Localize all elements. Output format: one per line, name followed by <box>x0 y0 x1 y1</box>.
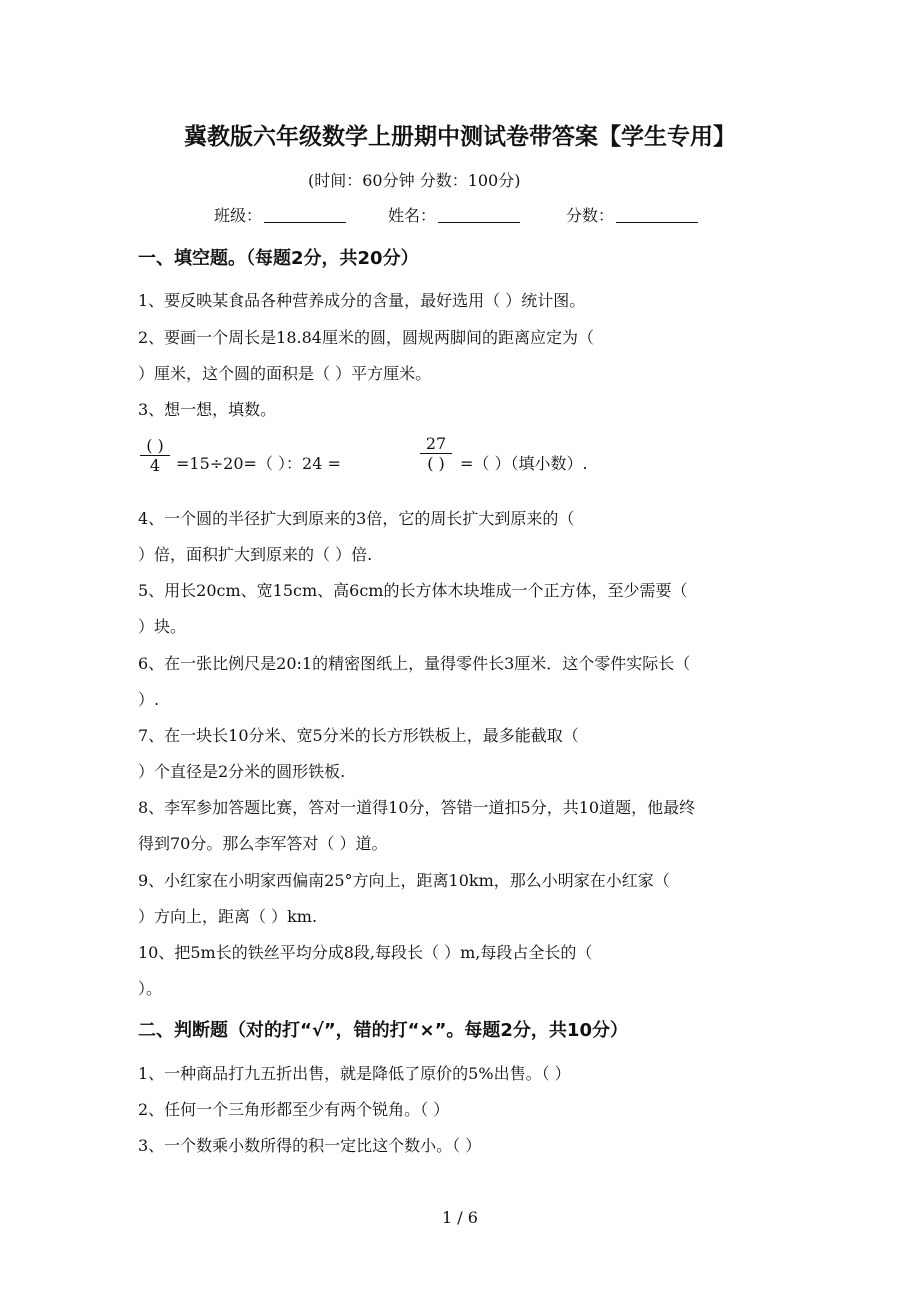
question-line: 得到70分。那么李军答对（ ）道。 <box>138 834 388 853</box>
question-line: 7、在一块长10分米、宽5分米的长方形铁板上，最多能截取（ <box>138 726 579 745</box>
fraction-2-denominator: ( ) <box>427 454 445 473</box>
question-line: 3、想一想，填数。 <box>138 400 277 419</box>
question-line: ）. <box>138 690 160 709</box>
question-line: 4、一个圆的半径扩大到原来的3倍，它的周长扩大到原来的（ <box>138 509 575 528</box>
question-line: ）方向上，距离（ ）km. <box>138 907 318 926</box>
exam-time-and-score: (时间：60分钟 分数：100分) <box>308 171 521 190</box>
fraction-row-middle: =15÷20=（ ）：24 = <box>176 454 341 473</box>
fraction-2 <box>420 434 452 473</box>
question-line: ）块。 <box>138 617 187 636</box>
judgment-line: 2、任何一个三角形都至少有两个锐角。（ ） <box>138 1100 450 1119</box>
score-label: 分数： <box>566 206 615 225</box>
question-line: ）个直径是2分米的圆形铁板. <box>138 762 346 781</box>
fraction-2-numerator: 27 <box>425 434 447 453</box>
class-blank <box>264 208 346 223</box>
section-heading-true-false: 二、判断题（对的打“√”，错的打“×”。每题2分，共10分） <box>138 1020 628 1041</box>
question-line: 1、要反映某食品各种营养成分的含量，最好选用（ ）统计图。 <box>138 291 586 310</box>
score-blank <box>616 208 698 223</box>
name-blank <box>438 208 520 223</box>
question-line: 2、要画一个周长是18.84厘米的圆，圆规两脚间的距离应定为（ <box>138 328 594 347</box>
question-line: 9、小红家在小明家西偏南25°方向上，距离10km，那么小明家在小红家（ <box>138 871 670 890</box>
fraction-1-numerator: ( ) <box>146 436 164 455</box>
fraction-1 <box>140 436 170 475</box>
name-field <box>388 203 520 226</box>
question-line: ）倍，面积扩大到原来的（ ）倍. <box>138 545 373 564</box>
fraction-row-end: =（ ）（填小数）. <box>460 454 588 473</box>
name-label: 姓名： <box>388 206 437 225</box>
class-field <box>214 203 346 226</box>
judgment-line: 1、一种商品打九五折出售，就是降低了原价的5%出售。（ ） <box>138 1064 571 1083</box>
question-line: 5、用长20cm、宽15cm、高6cm的长方体木块堆成一个正方体，至少需要（ <box>138 581 688 600</box>
fraction-1-denominator: 4 <box>149 456 161 475</box>
question-line: ）厘米，这个圆的面积是（ ）平方厘米。 <box>138 364 432 383</box>
judgment-line: 3、一个数乘小数所得的积一定比这个数小。（ ） <box>138 1136 482 1155</box>
section-heading-fill-in: 一、填空题。（每题2分，共20分） <box>138 248 419 269</box>
page-number: 1 / 6 <box>442 1208 478 1227</box>
class-label: 班级： <box>214 206 263 225</box>
question-line: 8、李军参加答题比赛，答对一道得10分，答错一道扣5分，共10道题，他最终 <box>138 798 696 817</box>
page-title: 冀教版六年级数学上册期中测试卷带答案【学生专用】 <box>184 124 736 150</box>
score-field <box>566 203 698 226</box>
question-line: ）。 <box>138 979 163 998</box>
question-line: 6、在一张比例尺是20:1的精密图纸上，量得零件长3厘米．这个零件实际长（ <box>138 654 691 673</box>
question-line: 10、把5m长的铁丝平均分成8段,每段长（ ）m,每段占全长的（ <box>138 943 593 962</box>
